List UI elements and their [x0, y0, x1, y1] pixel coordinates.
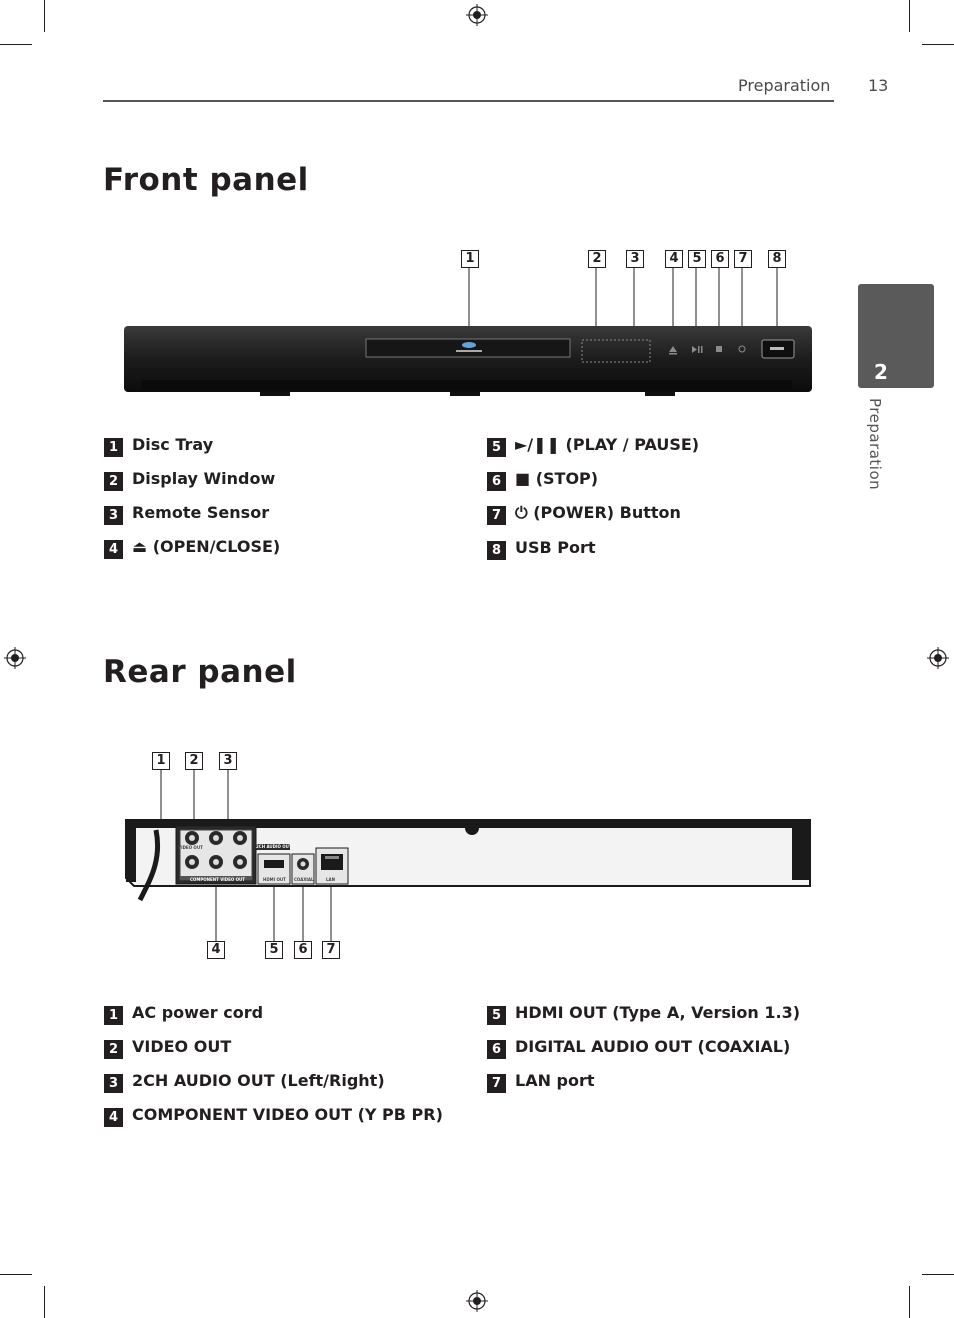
item-label: Disc Tray	[132, 435, 214, 454]
jack-label: COMPONENT VIDEO OUT	[190, 877, 246, 882]
crop-mark	[44, 1286, 45, 1318]
item-label: AC power cord	[132, 1003, 264, 1022]
crop-mark	[0, 44, 32, 45]
rear-callout: 7	[322, 941, 340, 959]
chapter-tab	[858, 284, 934, 388]
item-number-badge: 8	[487, 541, 506, 560]
item-number-badge: 2	[104, 472, 123, 491]
rear-panel-illustration	[120, 770, 820, 942]
item-number-badge: 4	[104, 1108, 123, 1127]
front-callout: 2	[588, 250, 606, 268]
item-number-badge: 6	[487, 1040, 506, 1059]
item-label: COMPONENT VIDEO OUT (Y PB PR)	[132, 1105, 443, 1124]
item-number-badge: 4	[104, 540, 123, 559]
rear-panel-title: Rear panel	[103, 654, 297, 690]
jack-label: 2CH AUDIO OUT	[256, 844, 292, 849]
crop-mark	[909, 1286, 910, 1318]
registration-mark-icon	[466, 4, 488, 26]
jack-label: HDMI OUT	[263, 877, 286, 882]
front-callout: 8	[768, 250, 786, 268]
item-label: USB Port	[515, 538, 596, 557]
item-label: ⏻ (POWER) Button	[515, 503, 681, 522]
rear-callout: 5	[265, 941, 283, 959]
item-number-badge: 3	[104, 1074, 123, 1093]
front-callout: 3	[626, 250, 644, 268]
registration-mark-icon	[466, 1290, 488, 1312]
registration-mark-icon	[927, 647, 949, 669]
registration-mark-icon	[4, 647, 26, 669]
item-label: ⏏ (OPEN/CLOSE)	[132, 537, 281, 556]
item-number-badge: 3	[104, 506, 123, 525]
item-label: VIDEO OUT	[132, 1037, 232, 1056]
jack-label: COAXIAL	[294, 877, 314, 882]
item-number-badge: 1	[104, 1006, 123, 1025]
chapter-number: 2	[874, 360, 888, 384]
item-label: HDMI OUT (Type A, Version 1.3)	[515, 1003, 801, 1022]
crop-mark	[922, 1274, 954, 1275]
rear-callout: 1	[152, 752, 170, 770]
item-label: 2CH AUDIO OUT (Left/Right)	[132, 1071, 385, 1090]
item-label: DIGITAL AUDIO OUT (COAXIAL)	[515, 1037, 791, 1056]
item-number-badge: 5	[487, 1006, 506, 1025]
item-label: Remote Sensor	[132, 503, 270, 522]
running-head: Preparation	[738, 76, 831, 95]
crop-mark	[0, 1274, 32, 1275]
rear-callout: 2	[185, 752, 203, 770]
jack-label: LAN	[326, 877, 335, 882]
rear-callout: 3	[219, 752, 237, 770]
front-callout: 6	[711, 250, 729, 268]
item-number-badge: 7	[487, 506, 506, 525]
jack-label: VIDEO OUT	[178, 845, 203, 850]
item-number-badge: 6	[487, 472, 506, 491]
item-label: ►/❚❚ (PLAY / PAUSE)	[515, 435, 700, 454]
crop-mark	[44, 0, 45, 32]
front-callout: 1	[461, 250, 479, 268]
item-label: LAN port	[515, 1071, 595, 1090]
rear-callout: 6	[294, 941, 312, 959]
crop-mark	[909, 0, 910, 32]
front-panel-title: Front panel	[103, 162, 309, 198]
front-callout: 5	[688, 250, 706, 268]
item-number-badge: 7	[487, 1074, 506, 1093]
page-number: 13	[868, 76, 889, 95]
front-callout: 7	[734, 250, 752, 268]
item-number-badge: 2	[104, 1040, 123, 1059]
front-callout: 4	[665, 250, 683, 268]
crop-mark	[922, 44, 954, 45]
front-panel-illustration	[120, 268, 820, 400]
item-number-badge: 1	[104, 438, 123, 457]
item-number-badge: 5	[487, 438, 506, 457]
item-label: Display Window	[132, 469, 276, 488]
header-rule	[103, 100, 834, 102]
item-label: ■ (STOP)	[515, 469, 599, 488]
chapter-side-label: Preparation	[866, 398, 884, 491]
rear-callout: 4	[207, 941, 225, 959]
